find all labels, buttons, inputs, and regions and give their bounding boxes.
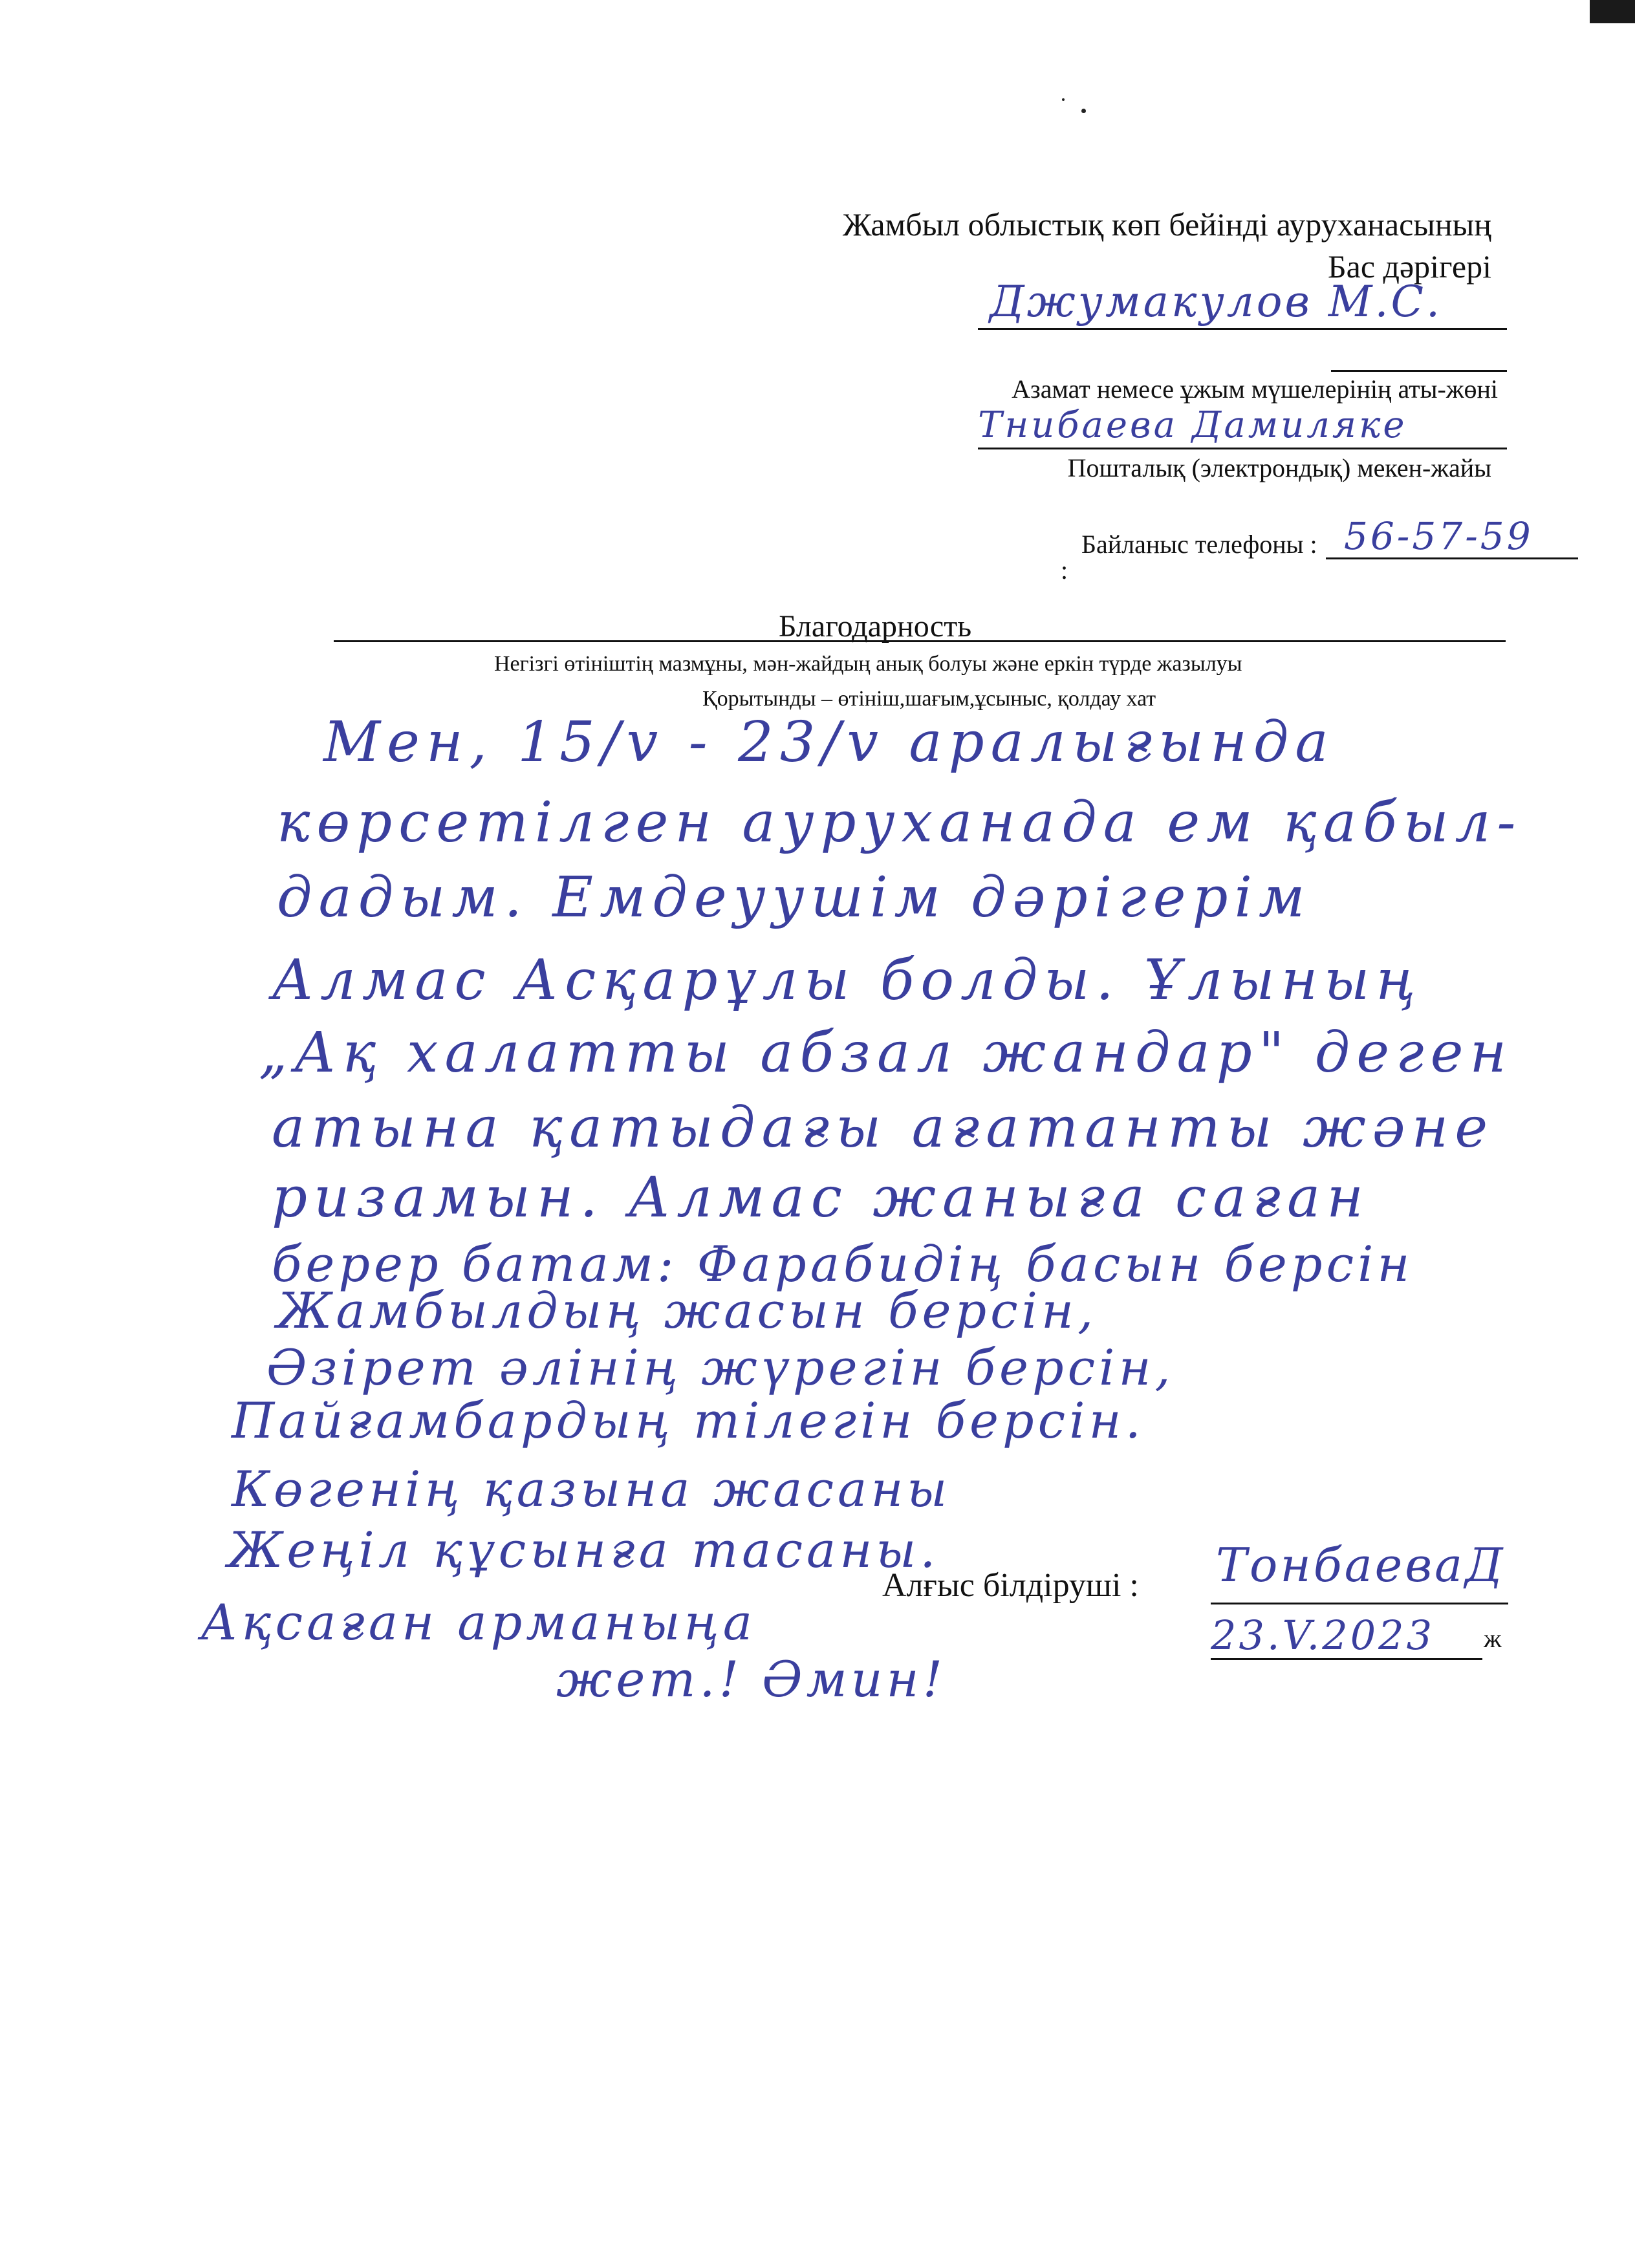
handwritten-line: Алмас Асқарұлы болды. Ұлының	[272, 948, 1422, 1013]
handwritten-line: Ақсаған арманыңа	[200, 1593, 757, 1651]
scan-speck	[1081, 109, 1086, 113]
handwritten-line: жет.! Әмин!	[556, 1650, 947, 1708]
signer-label: Алғыс білдіруші :	[882, 1567, 1139, 1604]
date-suffix: ж	[1484, 1624, 1502, 1653]
handwritten-line: көрсетілген ауруханада ем қабыл-	[277, 790, 1522, 855]
phone-label: Байланыс телефоны :	[1081, 530, 1317, 559]
handwritten-line: Көгенің қазына жасаны	[232, 1460, 951, 1518]
handwritten-line: „Ақ халатты абзал жандар" деген	[259, 1021, 1513, 1085]
signer-signature-handwritten: ТонбаеваД	[1216, 1538, 1506, 1592]
recipient-role: Бас дәрігері	[1327, 248, 1491, 285]
handwritten-line: берер батам: Фарабидің басын берсін	[272, 1235, 1414, 1293]
colon-mark: :	[1061, 556, 1068, 585]
citizen-name-handwritten: Тнибаева Дамиляке	[978, 404, 1407, 446]
postal-label: Пошталық (электрондық) мекен-жайы	[1067, 453, 1491, 482]
scan-speck	[1062, 98, 1065, 101]
document-subtitle-2: Қорытынды – өтініш,шағым,ұсыныс, қолдау хат	[702, 687, 1156, 711]
handwritten-line: Әзірет әлінің жүрегін берсін,	[266, 1339, 1175, 1396]
document-title: Благодарность	[779, 609, 972, 643]
citizen-label: Азамат немесе ұжым мүшелерінің аты-жөні	[1012, 374, 1498, 404]
phone-value-handwritten: 56-57-59	[1344, 514, 1533, 558]
date-handwritten: 23.V.2023	[1211, 1612, 1435, 1659]
handwritten-line: Пайғамбардың тілегін берсін.	[232, 1392, 1145, 1449]
handwritten-line: дадым. Емдеуушім дәрігерім	[277, 865, 1312, 930]
handwritten-line: атына қатыдағы ағатанты және	[272, 1096, 1495, 1160]
recipient-name-line	[978, 328, 1507, 330]
document-subtitle: Негізгі өтініштің мазмұны, мән-жайдың анық болуы және еркін түрде жазылуы	[494, 652, 1242, 676]
recipient-org: Жамбыл облыстық көп бейінді ауруханасының	[842, 206, 1491, 243]
handwritten-line: Жамбылдың жасын берсін,	[277, 1282, 1098, 1339]
handwritten-line: ризамын. Алмас жаныға саған	[272, 1165, 1370, 1230]
handwritten-line: Жеңіл құсынға тасаны.	[228, 1521, 940, 1579]
recipient-name-handwritten: Джумакулов М.С.	[990, 277, 1442, 327]
signature-line	[1211, 1603, 1508, 1604]
scan-corner-mark	[1590, 0, 1635, 23]
citizen-name-line	[978, 448, 1507, 449]
handwritten-line: Мен, 15/v - 23/v аралығында	[323, 710, 1335, 775]
date-line	[1211, 1658, 1482, 1660]
blank-line	[1331, 370, 1507, 372]
phone-line	[1326, 557, 1578, 559]
